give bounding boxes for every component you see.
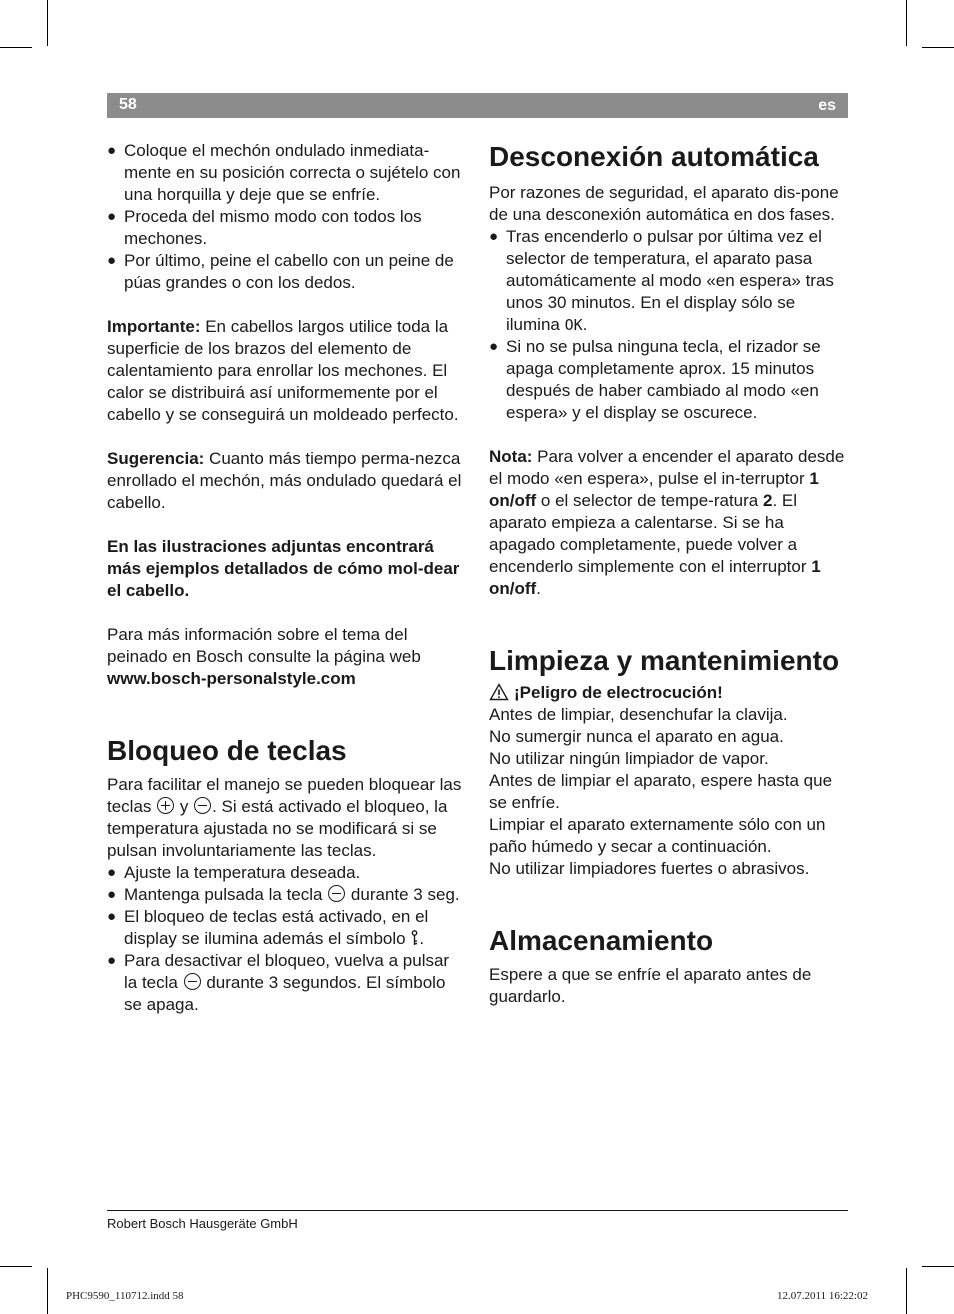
left-column	[107, 140, 467, 1016]
list-item: ● Tras encenderlo o pulsar por última vez el selector de temperatura, el aparato pasa automáticamente al modo «en espera» tras unos 30 minutos. En el display sólo se ilumina OK.	[489, 227, 834, 334]
footer-company: Robert Bosch Hausgeräte GmbH	[107, 1216, 298, 1231]
list-item: ● Si no se pulsa ninguna tecla, el rizador se apaga completamente aprox. 15 minutos después de haber cambiado al modo «en espera» y el display se oscurece.	[489, 337, 821, 422]
warning-line	[489, 682, 851, 704]
crop-mark	[922, 47, 954, 48]
nota-label: Nota:	[489, 447, 533, 466]
bullet-dot: ●	[107, 142, 117, 159]
limpieza-line: No utilizar ningún limpiador de vapor.	[489, 749, 769, 768]
bullet-dot: ●	[107, 908, 117, 925]
sugerencia-label: Sugerencia:	[107, 449, 205, 468]
language-code: es	[818, 97, 836, 114]
limpieza-line: Limpiar el aparato externamente sólo con un paño húmedo y secar a continuación.	[489, 815, 826, 856]
list-item: ● Proceda del mismo modo con todos los mechones.	[107, 207, 422, 248]
crop-mark	[0, 1266, 32, 1267]
bloqueo-intro: Para facilitar el manejo se pueden bloquear las teclas y . Si está activado el bloqueo, la temperatura ajustada no se modificará si se pulsan involuntariamente las teclas.	[107, 775, 462, 860]
sugerencia-paragraph: Sugerencia: Cuanto más tiempo perma-nezca enrollado el mechón, más ondulado quedará el cabello.	[107, 449, 462, 512]
crop-mark	[922, 1266, 954, 1267]
section-title-limpieza: Limpieza y mantenimiento	[489, 645, 840, 676]
almacenamiento-text: Espere a que se enfríe el aparato antes de guardarlo.	[489, 965, 812, 1006]
minus-circle-icon	[184, 973, 201, 990]
bullet-dot: ●	[489, 228, 499, 245]
warning-triangle-icon	[489, 683, 509, 701]
key-icon	[410, 930, 419, 946]
limpieza-line: No sumergir nunca el aparato en agua.	[489, 727, 784, 746]
footer-divider	[107, 1210, 848, 1211]
section-title-desconexion: Desconexión automática	[489, 141, 819, 172]
crop-mark	[0, 47, 32, 48]
plus-circle-icon	[157, 797, 174, 814]
minus-circle-icon	[194, 797, 211, 814]
list-item: ● El bloqueo de teclas está activado, en el display se ilumina además el símbolo .	[107, 907, 429, 948]
list-item: ● Coloque el mechón ondulado inmediata-mente en su posición correcta o sujételo con una horquilla y deje que se enfríe.	[107, 141, 461, 204]
bullet-dot: ●	[107, 952, 117, 969]
limpieza-line: No utilizar limpiadores fuertes o abrasivos.	[489, 859, 810, 878]
list-item: ● Mantenga pulsada la tecla durante 3 seg.	[107, 885, 460, 904]
limpieza-line: Antes de limpiar, desenchufar la clavija.	[489, 705, 788, 724]
minus-circle-icon	[328, 885, 345, 902]
section-title-almacenamiento: Almacenamiento	[489, 925, 714, 956]
importante-paragraph: Importante: En cabellos largos utilice toda la superficie de los brazos del elemento de calentamiento para enrollar los mechones. El calor se distribuirá así uniformemente por el cabello y se conseguirá un moldeado perfecto.	[107, 317, 459, 424]
crop-mark	[47, 0, 48, 46]
illustrations-note: En las ilustraciones adjuntas encontrará más ejemplos detallados de cómo mol-dear el cabello.	[107, 537, 460, 600]
print-slug-date: 12.07.2011 16:22:02	[777, 1290, 868, 1302]
desconexion-intro: Por razones de seguridad, el aparato dis-pone de una desconexión automática en dos fases.	[489, 183, 839, 224]
bullet-dot: ●	[107, 886, 117, 903]
limpieza-line: Antes de limpiar el aparato, espere hasta que se enfríe.	[489, 771, 833, 812]
display-ok-symbol: OK	[564, 316, 583, 334]
nota-paragraph: Nota: Para volver a encender el aparato desde el modo «en espera», pulse el in-terruptor 1 on/off o el selector de tempe-ratura 2. El aparato empieza a calentarse. Si se ha apagado completamente, puede volver a encenderlo simplemente con el interruptor 1 on/off.	[489, 447, 845, 598]
crop-mark	[906, 0, 907, 46]
crop-mark	[906, 1268, 907, 1314]
website-link: www.bosch-personalstyle.com	[107, 669, 356, 688]
page-number: 58	[119, 96, 137, 113]
list-item: ● Por último, peine el cabello con un peine de púas grandes o con los dedos.	[107, 251, 454, 292]
bullet-dot: ●	[107, 252, 117, 269]
desconexion-bullet-list	[489, 226, 851, 424]
print-slug-file: PHC9590_110712.indd 58	[66, 1290, 184, 1302]
importante-label: Importante:	[107, 317, 201, 336]
bullet-dot: ●	[107, 864, 117, 881]
list-item: ● Ajuste la temperatura deseada.	[107, 863, 361, 882]
right-column	[489, 140, 851, 1008]
bullet-dot: ●	[107, 208, 117, 225]
page-header-bar	[107, 93, 848, 118]
crop-mark	[47, 1268, 48, 1314]
intro-bullet-list	[107, 140, 467, 294]
bullet-dot: ●	[489, 338, 499, 355]
warning-text: ¡Peligro de electrocución!	[514, 683, 723, 702]
section-title-bloqueo: Bloqueo de teclas	[107, 735, 347, 766]
more-info-paragraph: Para más información sobre el tema del peinado en Bosch consulte la página web www.bosch-personalstyle.com	[107, 625, 421, 688]
list-item: ● Para desactivar el bloqueo, vuelva a pulsar la tecla durante 3 segundos. El símbolo se apaga.	[107, 951, 450, 1014]
bloqueo-bullet-list	[107, 862, 467, 1016]
